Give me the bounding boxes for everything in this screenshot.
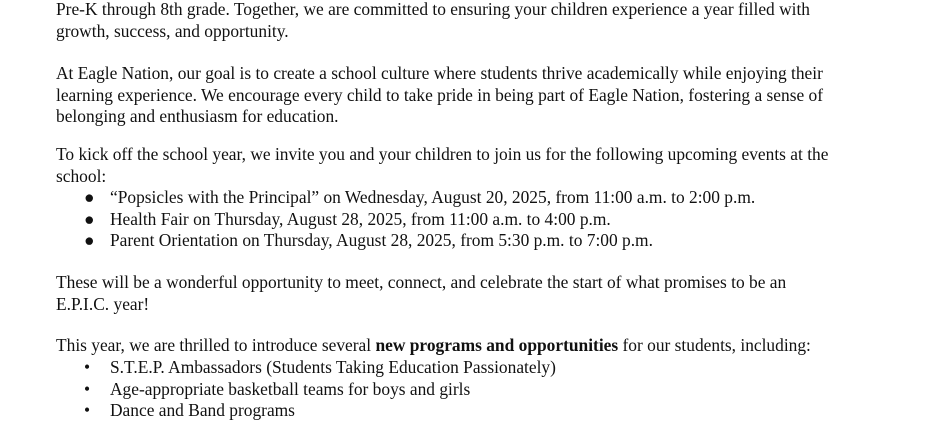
text-segment: for our students, including: bbox=[618, 335, 811, 355]
paragraph-opportunity bbox=[56, 272, 916, 315]
program-text: Age-appropriate basketball teams for boys and girls bbox=[110, 378, 471, 399]
text-line: belonging and enthusiasm for education. bbox=[56, 106, 339, 126]
text-line: At Eagle Nation, our goal is to create a school culture where students thrive academically while enjoying their bbox=[56, 63, 823, 83]
text-line: E.P.I.C. year! bbox=[56, 293, 150, 314]
events-list bbox=[56, 187, 755, 252]
paragraph-intro bbox=[56, 0, 916, 42]
text-line bbox=[56, 335, 916, 357]
program-text: S.T.E.P. Ambassadors (Students Taking Education Passionately) bbox=[110, 357, 556, 377]
text-line: To kick off the school year, we invite you and your children to join us for the following upcoming events at the bbox=[56, 144, 829, 164]
bullet-icon: ● bbox=[84, 187, 95, 207]
event-text: “Popsicles with the Principal” on Wednesday, August 20, 2025, from 11:00 a.m. to 2:00 p.m. bbox=[110, 187, 756, 207]
text-line: Pre-K through 8th grade. Together, we are committed to ensuring your children experience a year filled with bbox=[56, 0, 810, 19]
programs-list bbox=[56, 357, 556, 422]
program-text: Dance and Band programs bbox=[110, 400, 295, 420]
event-text: Health Fair on Thursday, August 28, 2025, from 11:00 a.m. to 4:00 p.m. bbox=[110, 208, 611, 229]
bullet-icon: • bbox=[84, 378, 91, 399]
bullet-icon: ● bbox=[84, 230, 95, 250]
list-item bbox=[56, 230, 755, 252]
event-text: Parent Orientation on Thursday, August 28, 2025, from 5:30 p.m. to 7:00 p.m. bbox=[110, 230, 653, 250]
text-line: growth, success, and opportunity. bbox=[56, 20, 289, 41]
bullet-icon: • bbox=[84, 400, 91, 420]
text-line: These will be a wonderful opportunity to meet, connect, and celebrate the start of what promises to be an bbox=[56, 272, 787, 292]
list-item bbox=[56, 209, 755, 231]
bullet-icon: • bbox=[84, 357, 91, 377]
bold-text: new programs and opportunities bbox=[375, 335, 619, 355]
text-line: school: bbox=[56, 165, 107, 186]
paragraph-programs-intro bbox=[56, 335, 916, 357]
text-line: learning experience. We encourage every child to take pride in being part of Eagle Nation, fostering a sense of bbox=[56, 84, 824, 105]
text-segment: This year, we are thrilled to introduce several bbox=[56, 335, 376, 355]
paragraph-events-intro bbox=[56, 144, 916, 187]
list-item bbox=[56, 187, 755, 209]
list-item bbox=[56, 357, 556, 379]
list-item bbox=[56, 379, 556, 401]
paragraph-goal bbox=[56, 63, 916, 128]
bullet-icon: ● bbox=[84, 208, 95, 229]
